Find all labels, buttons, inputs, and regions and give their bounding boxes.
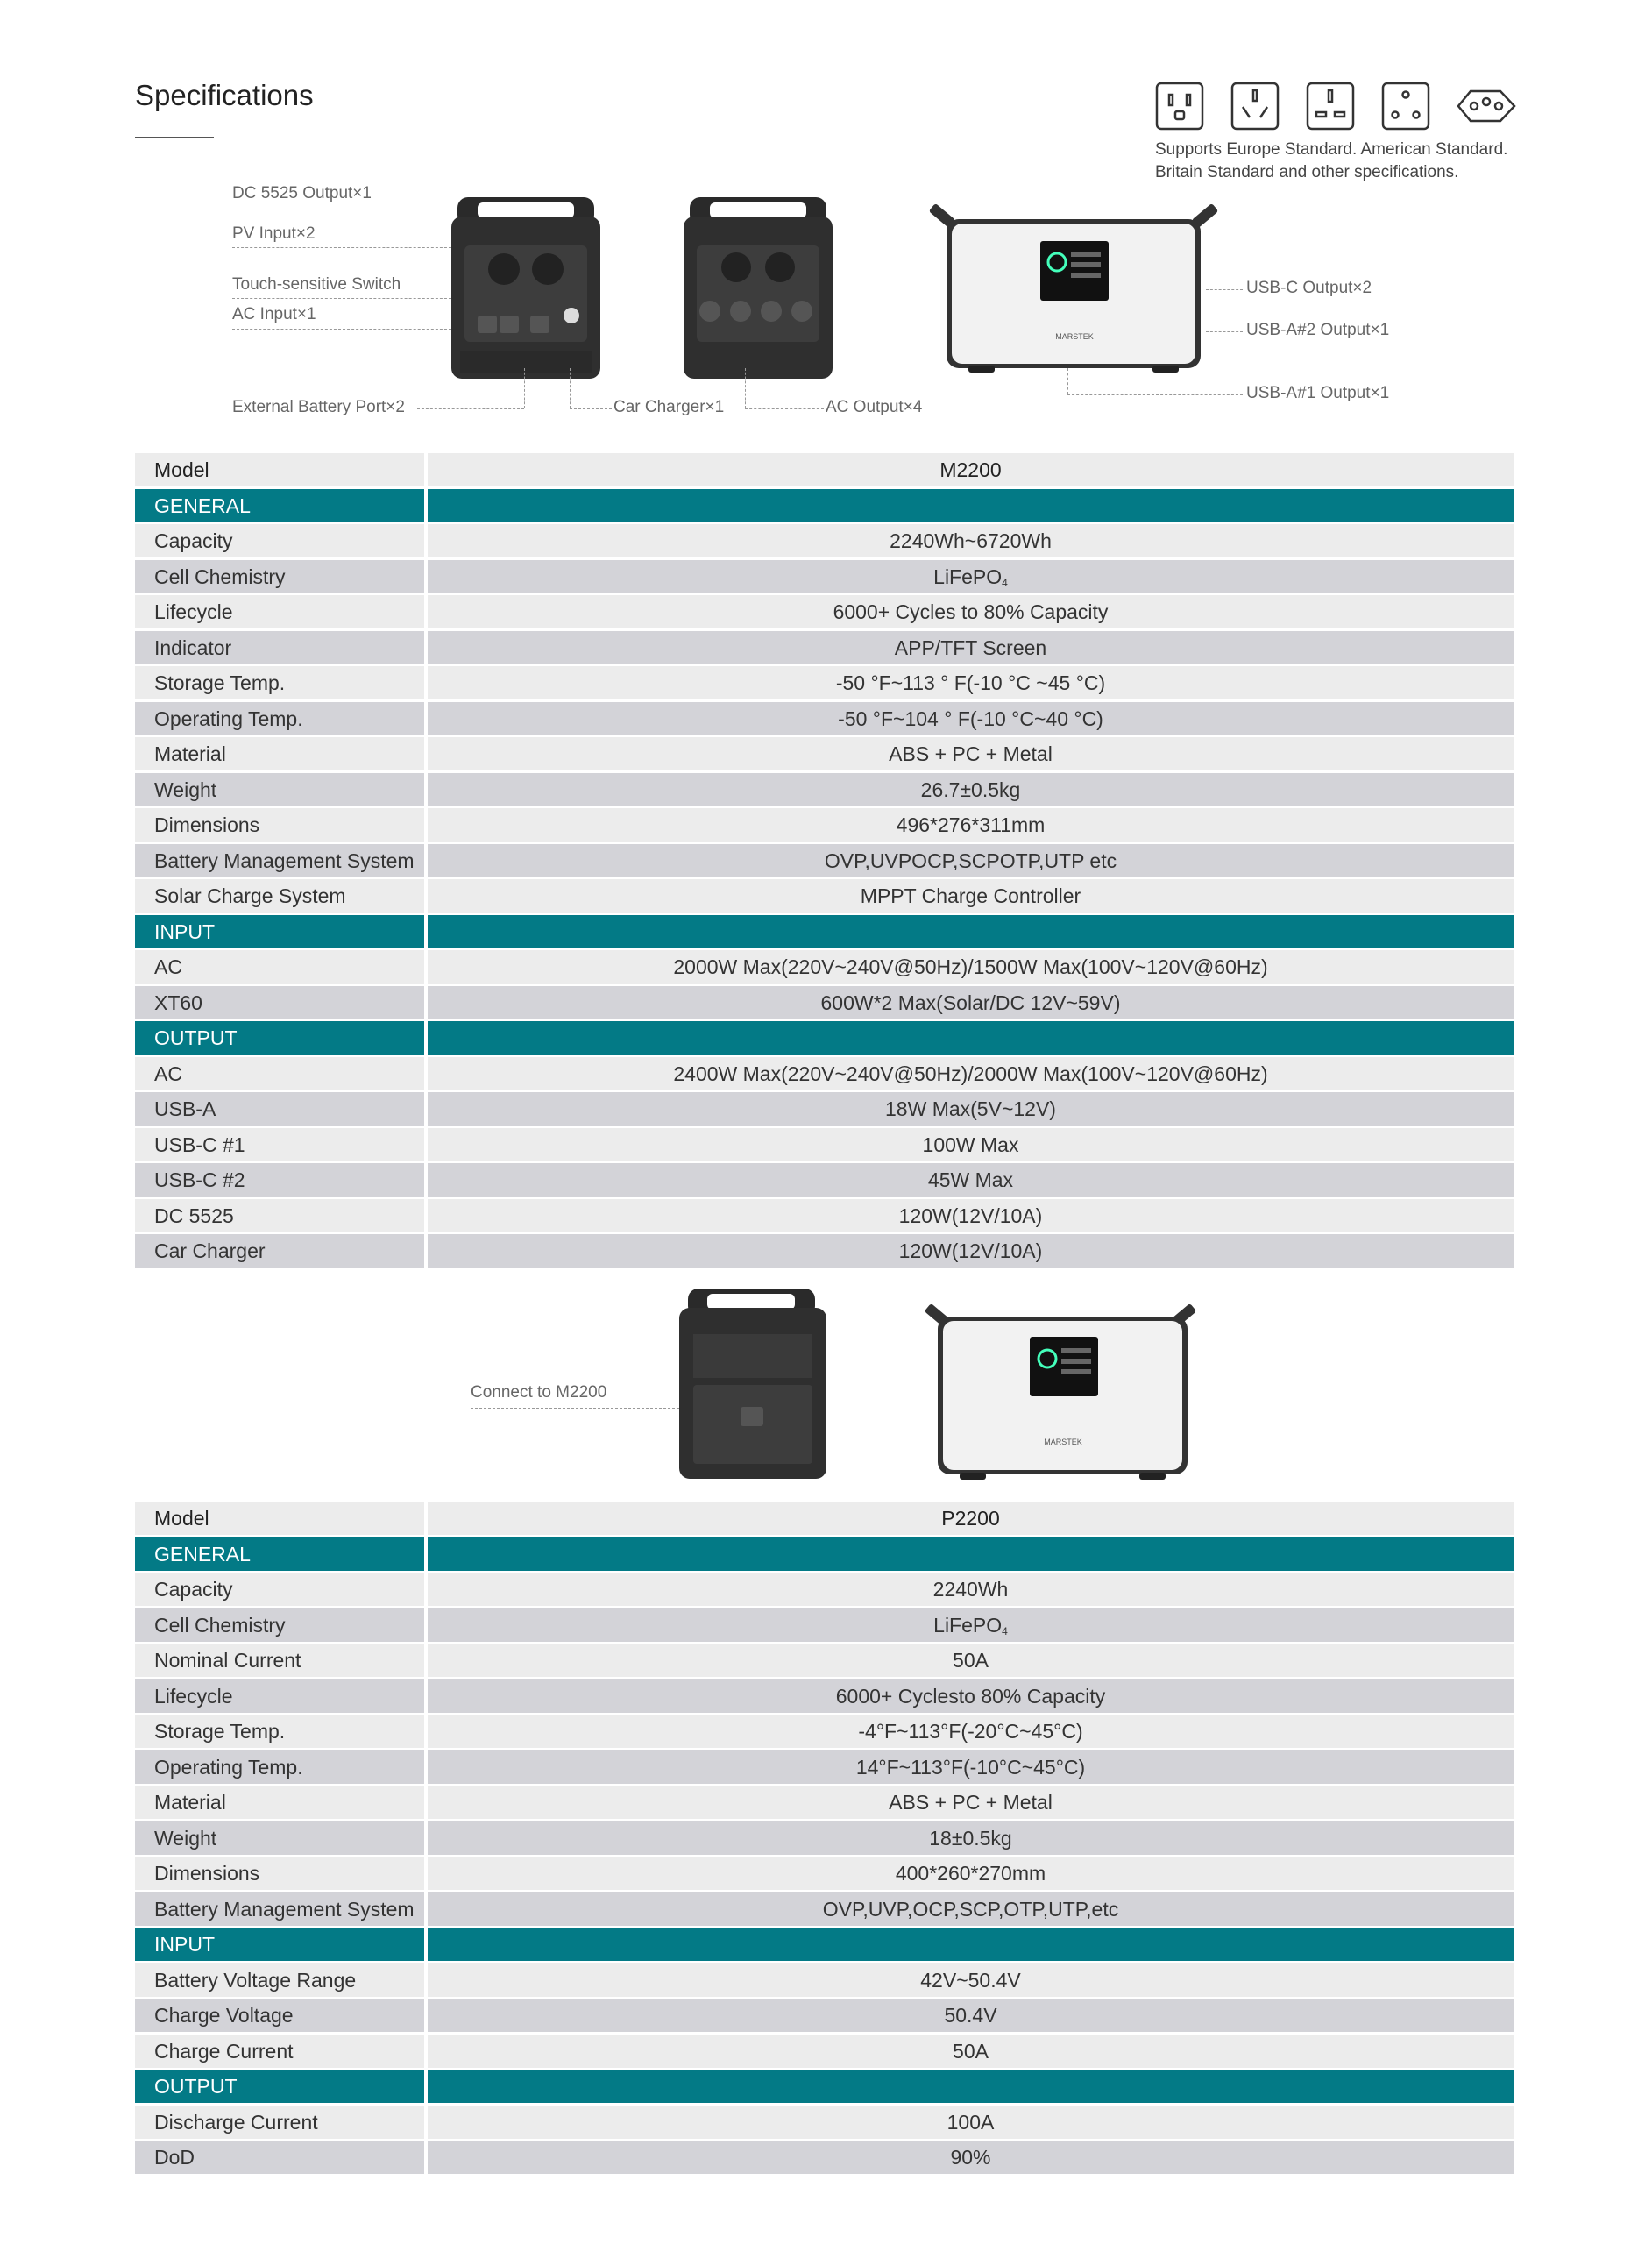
section-header-row <box>135 915 1514 948</box>
spec-value <box>428 489 1514 522</box>
us-plug-icon <box>1157 83 1202 129</box>
uk-plug-icon <box>1308 83 1353 129</box>
spec-row <box>135 1892 1514 1926</box>
callout-extbat-line <box>417 408 524 409</box>
spec-value-text: LiFePO <box>933 1613 1003 1637</box>
callout-pv-line <box>232 247 451 248</box>
callout-ac-output: AC Output×4 <box>826 398 923 416</box>
spec-value-text: 120W(12V/10A) <box>898 1239 1043 1262</box>
spec-row <box>135 1679 1514 1713</box>
spec-row <box>135 453 1514 486</box>
spec-value <box>428 879 1514 913</box>
callout-connect-m2200: Connect to M2200 <box>471 1383 607 1402</box>
spec-row <box>135 1092 1514 1126</box>
spec-value-text: 50A <box>953 2039 989 2063</box>
spec-label: XT60 <box>135 986 424 1019</box>
spec-value <box>428 631 1514 664</box>
callout-touch-switch: Touch-sensitive Switch <box>232 275 401 294</box>
spec-value <box>428 737 1514 770</box>
spec-row <box>135 1163 1514 1197</box>
spec-row <box>135 1644 1514 1677</box>
spec-label: INPUT <box>135 1928 424 1961</box>
spec-row <box>135 1786 1514 1819</box>
spec-row <box>135 1608 1514 1642</box>
spec-row <box>135 1057 1514 1090</box>
spec-row <box>135 1234 1514 1268</box>
spec-value <box>428 1608 1514 1642</box>
spec-row <box>135 1750 1514 1784</box>
spec-value <box>428 666 1514 699</box>
spec-row <box>135 1502 1514 1535</box>
spec-label: Weight <box>135 1821 424 1855</box>
spec-label: Solar Charge System <box>135 879 424 913</box>
spec-row <box>135 666 1514 699</box>
spec-value <box>428 773 1514 806</box>
spec-value <box>428 1892 1514 1926</box>
spec-row <box>135 2106 1514 2139</box>
spec-label: Battery Management System <box>135 1892 424 1926</box>
section-header-row <box>135 1021 1514 1055</box>
spec-label: INPUT <box>135 915 424 948</box>
spec-value <box>428 453 1514 486</box>
spec-row <box>135 773 1514 806</box>
section-header-row <box>135 1537 1514 1571</box>
spec-label: Discharge Current <box>135 2106 424 2139</box>
au-plug-icon <box>1232 83 1278 129</box>
spec-row <box>135 1964 1514 1997</box>
c13-plug-icon <box>1458 91 1514 121</box>
spec-row <box>135 1857 1514 1890</box>
spec-value-text: 45W Max <box>927 1168 1014 1191</box>
spec-value <box>428 1750 1514 1784</box>
spec-row <box>135 950 1514 984</box>
p2200-brand-label: MARSTEK <box>1044 1438 1082 1446</box>
spec-row <box>135 986 1514 1019</box>
spec-label: Model <box>135 453 424 486</box>
spec-label: Operating Temp. <box>135 1750 424 1784</box>
spec-value-text: 2240Wh~6720Wh <box>890 529 1052 552</box>
callout-usbc-output: USB-C Output×2 <box>1246 279 1372 297</box>
spec-value <box>428 1199 1514 1232</box>
spec-value <box>428 1679 1514 1713</box>
spec-value <box>428 595 1514 628</box>
section-header-row <box>135 2070 1514 2103</box>
spec-label: GENERAL <box>135 489 424 522</box>
spec-value <box>428 1092 1514 1126</box>
spec-label: USB-C #2 <box>135 1163 424 1197</box>
title-underline <box>135 137 214 138</box>
spec-label: OUTPUT <box>135 1021 424 1055</box>
spec-label: AC <box>135 1057 424 1090</box>
m2200-screen-unit <box>929 203 1219 373</box>
spec-value-text: 120W(12V/10A) <box>898 1204 1043 1227</box>
spec-label: Charge Voltage <box>135 1999 424 2032</box>
spec-value-text: MPPT Charge Controller <box>860 884 1081 907</box>
callout-acout-line <box>745 408 824 409</box>
callout-usba2-output: USB-A#2 Output×1 <box>1246 321 1390 339</box>
spec-value <box>428 702 1514 735</box>
spec-value <box>428 808 1514 842</box>
spec-label: Cell Chemistry <box>135 560 424 593</box>
spec-value-text: 2400W Max(220V~240V@50Hz)/2000W Max(100V~120V@60Hz) <box>673 1062 1268 1085</box>
spec-value <box>428 1786 1514 1819</box>
callout-usba1-output: USB-A#1 Output×1 <box>1246 384 1390 402</box>
p2200-side-unit <box>679 1289 826 1479</box>
callout-car-line <box>570 408 612 409</box>
callout-car-charger: Car Charger×1 <box>613 398 725 416</box>
spec-value <box>428 950 1514 984</box>
spec-value-text: 100A <box>947 2110 995 2134</box>
spec-row <box>135 1821 1514 1855</box>
spec-value <box>428 2141 1514 2174</box>
spec-value <box>428 2070 1514 2103</box>
callout-acin-line <box>232 329 451 330</box>
spec-label: AC <box>135 950 424 984</box>
spec-row <box>135 1999 1514 2032</box>
spec-value <box>428 2106 1514 2139</box>
spec-label: Storage Temp. <box>135 666 424 699</box>
spec-row <box>135 595 1514 628</box>
spec-row <box>135 524 1514 557</box>
spec-label: Battery Management System <box>135 844 424 877</box>
spec-value <box>428 1021 1514 1055</box>
spec-value <box>428 1715 1514 1748</box>
spec-value <box>428 1644 1514 1677</box>
callout-usba2-line <box>1206 331 1243 332</box>
spec-value-text: 2240Wh <box>932 1578 1009 1601</box>
spec-row <box>135 1199 1514 1232</box>
spec-value <box>428 915 1514 948</box>
spec-value <box>428 1234 1514 1268</box>
spec-value-text: 14°F~113°F(-10°C~45°C) <box>855 1755 1086 1779</box>
spec-label: Battery Voltage Range <box>135 1964 424 1997</box>
spec-value-text: 400*260*270mm <box>895 1862 1046 1885</box>
spec-value-text: 18W Max(5V~12V) <box>885 1097 1056 1120</box>
spec-value-text: 6000+ Cycles to 80% Capacity <box>833 600 1109 623</box>
spec-label: Dimensions <box>135 1857 424 1890</box>
section-header-row <box>135 1928 1514 1961</box>
spec-label: USB-C #1 <box>135 1128 424 1161</box>
spec-value-text: -50 °F~113 ° F(-10 °C ~45 °C) <box>835 671 1106 694</box>
spec-value <box>428 1163 1514 1197</box>
spec-value-text: OVP,UVPOCP,SCPOTP,UTP etc <box>824 849 1117 872</box>
spec-value-subscript: 4 <box>1002 1624 1008 1637</box>
spec-value <box>428 1573 1514 1606</box>
callout-ac-input: AC Input×1 <box>232 305 316 323</box>
spec-value-text: 42V~50.4V <box>920 1968 1021 1992</box>
spec-value <box>428 1999 1514 2032</box>
callout-pv-input: PV Input×2 <box>232 224 316 243</box>
spec-value-text: 50.4V <box>944 2004 997 2027</box>
callout-car-vline <box>570 368 571 408</box>
spec-value-text: 600W*2 Max(Solar/DC 12V~59V) <box>820 991 1121 1014</box>
spec-value-subscript: 4 <box>1002 576 1008 589</box>
m2200-spec-table <box>135 453 1514 1270</box>
spec-label: GENERAL <box>135 1537 424 1571</box>
spec-row <box>135 2035 1514 2068</box>
spec-label: Cell Chemistry <box>135 1608 424 1642</box>
spec-label: Lifecycle <box>135 1679 424 1713</box>
spec-value <box>428 986 1514 1019</box>
spec-label: Capacity <box>135 1573 424 1606</box>
spec-label: USB-A <box>135 1092 424 1126</box>
spec-value <box>428 1821 1514 1855</box>
eu-plug-icon <box>1383 83 1429 129</box>
spec-label: Nominal Current <box>135 1644 424 1677</box>
spec-row <box>135 879 1514 913</box>
spec-value <box>428 1128 1514 1161</box>
spec-label: Dimensions <box>135 808 424 842</box>
spec-value <box>428 1964 1514 1997</box>
spec-value <box>428 560 1514 593</box>
p2200-screen-unit <box>925 1303 1197 1480</box>
spec-row <box>135 1573 1514 1606</box>
spec-value-text: M2200 <box>939 458 1002 481</box>
p2200-product-images <box>670 1289 1231 1486</box>
spec-label: Indicator <box>135 631 424 664</box>
spec-label: Model <box>135 1502 424 1535</box>
spec-value-text: -50 °F~104 ° F(-10 °C~40 °C) <box>838 707 1103 730</box>
spec-value-text: P2200 <box>941 1507 1000 1530</box>
spec-row <box>135 702 1514 735</box>
spec-row <box>135 808 1514 842</box>
spec-label: Storage Temp. <box>135 1715 424 1748</box>
callout-extbat-vline <box>524 368 525 408</box>
callout-external-battery: External Battery Port×2 <box>232 398 405 416</box>
spec-value-text: 50A <box>953 1649 989 1672</box>
spec-label: Weight <box>135 773 424 806</box>
spec-value-text: ABS + PC + Metal <box>889 742 1053 765</box>
spec-value <box>428 1928 1514 1961</box>
spec-value <box>428 1857 1514 1890</box>
page-title: Specifications <box>135 79 314 111</box>
m2200-front-unit <box>451 197 600 379</box>
support-line-1: Supports Europe Standard. American Standard. <box>1155 140 1508 159</box>
spec-value <box>428 524 1514 557</box>
m2200-product-images <box>438 197 1244 386</box>
support-line-2: Britain Standard and other specifications. <box>1155 163 1459 181</box>
spec-label: DC 5525 <box>135 1199 424 1232</box>
callout-dc5525: DC 5525 Output×1 <box>232 184 372 202</box>
spec-value-text: -4°F~113°F(-20°C~45°C) <box>858 1720 1083 1743</box>
callout-usba1-line <box>1067 394 1243 395</box>
m2200-brand-label: MARSTEK <box>1055 332 1094 341</box>
spec-value <box>428 1537 1514 1571</box>
spec-label: Material <box>135 737 424 770</box>
plug-support-note <box>1155 138 1507 184</box>
spec-value <box>428 844 1514 877</box>
callout-touch-line <box>232 298 451 299</box>
callout-usbc-line <box>1206 289 1243 290</box>
spec-label: Material <box>135 1786 424 1819</box>
spec-row <box>135 631 1514 664</box>
spec-value-text: 496*276*311mm <box>896 813 1046 836</box>
spec-value-text: 100W Max <box>922 1133 1019 1156</box>
spec-value-text: LiFePO <box>933 565 1003 588</box>
spec-label: Capacity <box>135 524 424 557</box>
spec-value-text: APP/TFT Screen <box>894 636 1047 659</box>
spec-value-text: 90% <box>950 2146 991 2169</box>
spec-label: Lifecycle <box>135 595 424 628</box>
spec-value-text: ABS + PC + Metal <box>889 1791 1053 1814</box>
spec-value-text: 26.7±0.5kg <box>920 778 1021 801</box>
callout-acout-vline <box>745 368 746 408</box>
spec-label: Car Charger <box>135 1234 424 1268</box>
spec-value-text: OVP,UVP,OCP,SCP,OTP,UTP,etc <box>822 1897 1119 1921</box>
spec-row <box>135 737 1514 770</box>
spec-value-text: 18±0.5kg <box>929 1826 1012 1850</box>
plug-standards <box>1155 81 1523 133</box>
spec-row <box>135 2141 1514 2174</box>
p2200-spec-table <box>135 1502 1514 2177</box>
spec-label: Charge Current <box>135 2035 424 2068</box>
spec-row <box>135 844 1514 877</box>
spec-value-text: 6000+ Cyclesto 80% Capacity <box>835 1684 1106 1708</box>
spec-label: DoD <box>135 2141 424 2174</box>
section-header-row <box>135 489 1514 522</box>
spec-row <box>135 1128 1514 1161</box>
spec-value <box>428 2035 1514 2068</box>
spec-label: OUTPUT <box>135 2070 424 2103</box>
spec-value <box>428 1057 1514 1090</box>
callout-usba1-vline <box>1067 368 1068 394</box>
spec-row <box>135 560 1514 593</box>
spec-value-text: 2000W Max(220V~240V@50Hz)/1500W Max(100V~120V@60Hz) <box>673 955 1268 978</box>
spec-value <box>428 1502 1514 1535</box>
spec-row <box>135 1715 1514 1748</box>
m2200-ac-side-unit <box>684 197 833 379</box>
spec-label: Operating Temp. <box>135 702 424 735</box>
callout-connect-line <box>471 1408 679 1409</box>
